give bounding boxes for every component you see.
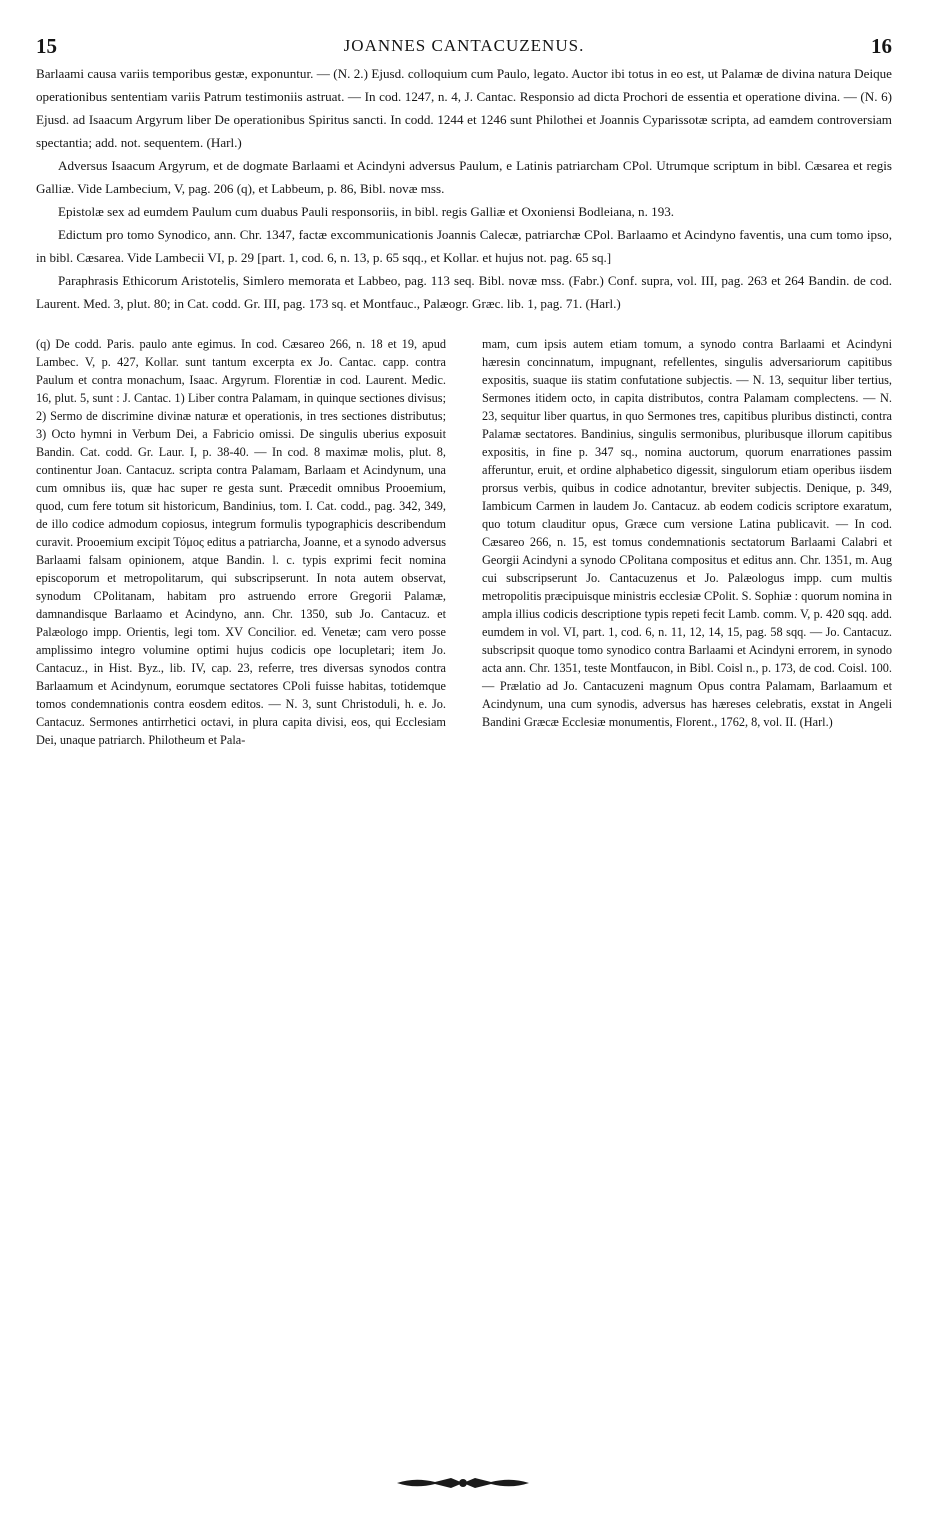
ornament-icon <box>395 1473 531 1493</box>
footnote-q: (q) De codd. Paris. paulo ante egimus. In cod. Cæsareo 266, n. 18 et 19, apud Lambec. V, p. 427, Kollar. sunt tantum excerpta ex Jo. Cantac. capp. contra Paulum et contra monachum, Isaac. Argyrum. Florentiæ in cod. Laurent. Medic. 16, plut. 5, sunt : J. Cantac. 1) Liber contra Palamam, in quinque sectiones divisus; 2) Sermo de discrimine divinæ naturæ et operationis, in tres sectiones distributus; 3) Octo hymni in Verbum Dei, a Fabricio omissi. De singulis uberius exposuit Bandin. Cat. codd. Gr. Laur. I, p. 38-40. — In cod. 8 maximæ molis, plut. 8, continentur Joan. Cantacuz. scripta contra Palamam, Barlaam et Acindynum, una cum omnibus iis, quæ hac super re gesta sunt. Præcedit omnibus Prooemium, quod, cum fere totum sit historicum, Bandinius, tom. I. Cat. codd., pag. 342, 349, de illo codice admodum copiosus, integrum formulis typographicis describendum curavit. Prooemium excipit Τόμος editus a patriarcha, Joanne, et a synodo adversus Barlaami falsam opinionem, atque Bandin. l. c. typis exprimi fecit nomina episcoporum et metropolitarum, qui subscripserunt. In nota autem observat, synodum CPolitanam, habitam pro astruendo errore Gregorii Palamæ, damnandisque Barlaamo et Acindyno, ann. Chr. 1350, sub Jo. Cantacuz. et Palæologo impp. Orientis, legi tom. XV Concilior. ed. Venetæ; cam vero posse amplissimo integro volumine optimi hujus codicis ope locupletari; item Jo. Cantacuz., in Hist. Byz., lib. IV, cap. 23, referre, tres diversas synodos contra Barlaamum et Acindynum, eorumque sectatores CPoli fuisse habitas, totidemque tomos condemnationis contra eosdem editos. — N. 3, sunt Christoduli, h. e. Jo. Cantacuz. Sermones antirrhetici octavi, in plura capita divisi, eos, qui Ecclesiam Dei, unaque patriarch. Philotheum et Pala- <box>36 337 446 747</box>
running-title: JOANNES CANTACUZENUS. <box>343 36 585 55</box>
footnote-column-left <box>36 335 446 749</box>
paragraph-barlaami: Barlaami causa variis temporibus gestæ, exponuntur. — (N. 2.) Ejusd. colloquium cum Paulo, legato. Auctor ibi totus in eo est, ut Palamæ de divina natura Deique operationibus sententiam variis Patrum testimoniis astruat. — In cod. 1247, n. 4, J. Cantac. Responsio ad dicta Prochori de essentia et operatione divina. — (N. 6) Ejusd. ad Isaacum Argyrum liber De operationibus Spiritus sancti. In codd. 1244 et 1246 sunt Philothei et Joannis Cyparissotæ scripta, ad eamdem controversiam spectantia; add. not. sequentem. (Harl.) <box>36 66 892 150</box>
paragraph-edictum: Edictum pro tomo Synodico, ann. Chr. 1347, factæ excommunicationis Joannis Calecæ, patriarchæ CPol. Barlaamo et Acindyno faventis, una cum tomo ipso, in bibl. Cæsarea. Vide Lambecii VI, p. 29 [part. 1, cod. 6, n. 13, p. 65 sqq., et Kollar. et hujus not. pag. 65 sq.] <box>36 227 892 265</box>
footnotes <box>36 335 892 749</box>
paragraph-epistolae: Epistolæ sex ad eumdem Paulum cum duabus Pauli responsoriis, in bibl. regis Galliæ et Oxoniensi Bodleiana, n. 193. <box>58 204 675 219</box>
footnote-column-right <box>482 335 892 749</box>
page-header <box>36 30 892 60</box>
book-page <box>36 30 892 749</box>
page-number-left: 15 <box>36 34 57 58</box>
footnote-q-continued: mam, cum ipsis autem etiam tomum, a synodo contra Barlaami et Acindyni hæresin concinnatum, impugnant, refellentes, singulis adversariorum capitibus expositis, suaque iis statim confutatione subjectis. — N. 13, sequitur liber tertius, Sermones itidem octo, in capita distributos, contra Palamam complectens. — N. 23, sequitur liber quartus, in quo Sermones tres, capitibus pluribus distincti, contra Palamæ sectatores. Bandinius, singulis sermonibus, pluribusque illorum capitibus expositis, in fine p. 347 sq., nomina auctorum, quorum enarrationes passim afferuntur, eruit, et ordine alphabetico digessit, singulorum etiam operibus iisdem prorsus verbis, quibus in codice adnotantur, breviter subjectis. Denique, p. 349, Iambicum Carmen in laudem Jo. Cantacuz. ab eodem codicis scriptore exaratum, quo totum clauditur opus, Græce cum versione Latina publicavit. — In cod. Cæsareo 266, n. 15, est tomus condemnationis sectatorum Barlaami Calabri et Georgii Acindyni a synodo CPolitana compositus et editus ann. Chr. 1351, m. Aug cui subscripserunt Jo. Cantacuzenus et Jo. Palæologus impp. cum multis metropolitis præcipuisque ministris ecclesiæ CPolit. S. Sophiæ : quorum nomina in ampla illius codicis descriptione typis repeti fecit Lamb. comm. V, p. 420 sqq. add. eumdem in vol. VI, part. 1, cod. 6, n. 11, 12, 14, 15, pag. 58 sqq. — Jo. Cantacuz. subscripsit quoque tomo synodico contra Barlaami et Acindyni errorem, in synodo acta ann. Chr. 1351, teste Montfaucon, in Bibl. Coisl n., p. 173, de cod. Coisl. 100. — Prælatio ad Jo. Cantacuzeni magnum Opus contra Palamam, Barlaamum et Acindynum, una cum synodis, adversus has hæreses celebratis, exstat in Angeli Bandini Græcæ Ecclesiæ monumentis, Florent., 1762, 8, vol. II. (Harl.) <box>482 337 892 729</box>
paragraph-adversus-isaacum: Adversus Isaacum Argyrum, et de dogmate Barlaami et Acindyni adversus Paulum, e Latinis patriarcham CPol. Utrumque scriptum in bibl. Cæsarea et regis Galliæ. Vide Lambecium, V, pag. 206 (q), et Labbeum, p. 86, Bibl. novæ mss. <box>36 158 892 196</box>
paragraph-paraphrasis: Paraphrasis Ethicorum Aristotelis, Simlero memorata et Labbeo, pag. 113 seq. Bibl. novæ mss. (Fabr.) Conf. supra, vol. III, pag. 263 et 264 Bandin. de cod. Laurent. Med. 3, plut. 80; in Cat. codd. Gr. III, pag. 173 sq. et Montfauc., Palæogr. Græc. lib. 1, pag. 71. (Harl.) <box>36 273 892 311</box>
page-number-right: 16 <box>871 34 892 58</box>
main-text <box>36 62 892 315</box>
